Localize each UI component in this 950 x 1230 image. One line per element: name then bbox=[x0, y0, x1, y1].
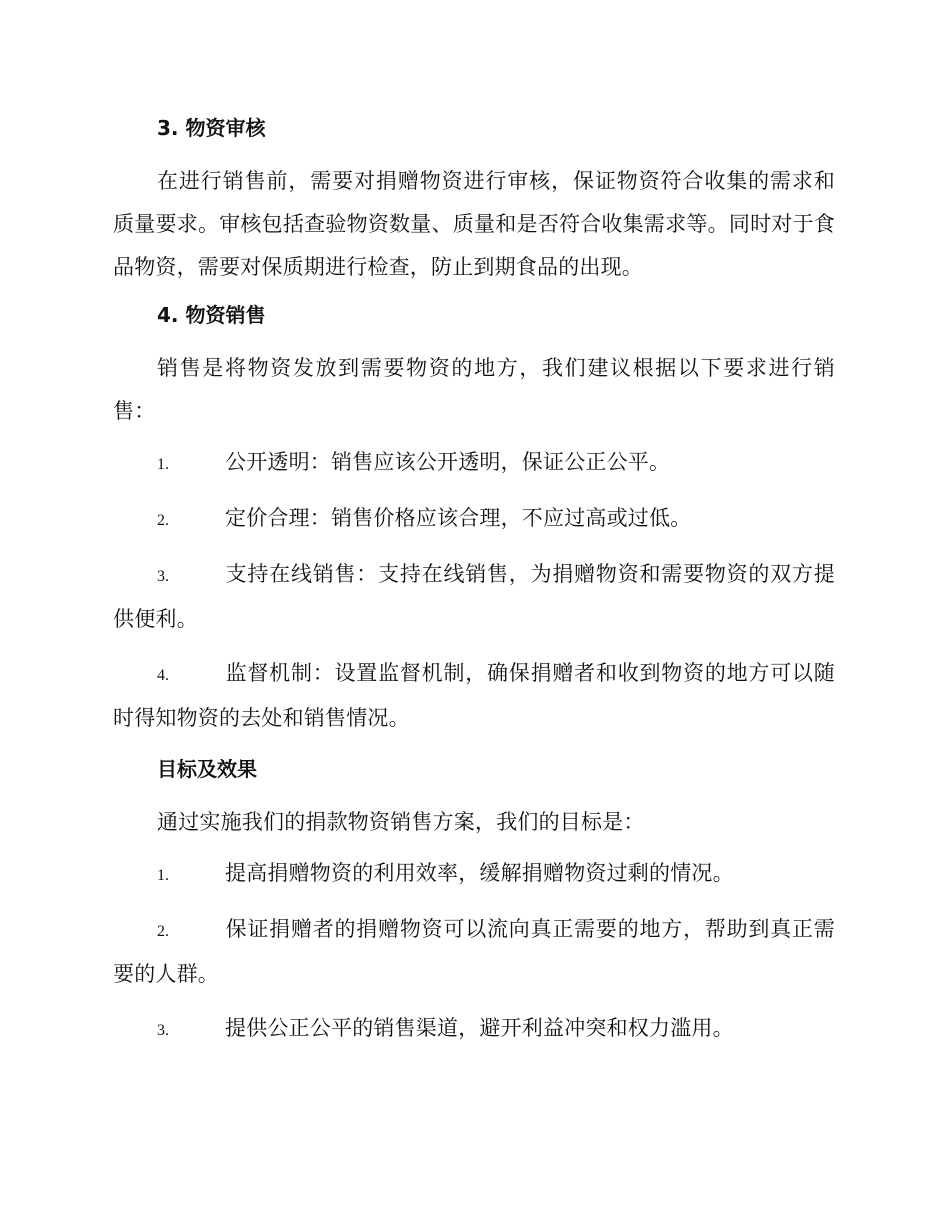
list-text: 监督机制：设置监督机制，确保捐赠者和收到物资的地方可以随时得知物资的去处和销售情况。 bbox=[113, 661, 835, 730]
list-number: 3. bbox=[157, 1022, 169, 1039]
list-number: 1. bbox=[157, 867, 169, 884]
paragraph-goals-intro: 通过实施我们的捐款物资销售方案，我们的目标是： bbox=[157, 810, 645, 834]
list-number: 2. bbox=[157, 512, 169, 529]
list-text: 支持在线销售：支持在线销售，为捐赠物资和需要物资的双方提供便利。 bbox=[113, 562, 835, 631]
list-item bbox=[113, 553, 835, 641]
section-heading-material-review: 3. 物资审核 bbox=[157, 116, 266, 140]
list-item bbox=[113, 497, 835, 542]
list-item bbox=[113, 852, 835, 897]
list-number: 2. bbox=[157, 923, 169, 940]
list-text: 提高捐赠物资的利用效率，缓解捐赠物资过剩的情况。 bbox=[225, 861, 734, 885]
list-number: 3. bbox=[157, 568, 169, 585]
list-item bbox=[113, 652, 835, 740]
list-text: 保证捐赠者的捐赠物资可以流向真正需要的地方，帮助到真正需要的人群。 bbox=[113, 917, 835, 986]
list-text: 公开透明：销售应该公开透明，保证公正公平。 bbox=[225, 450, 671, 474]
document-body bbox=[113, 110, 835, 1063]
paragraph-material-review: 在进行销售前，需要对捐赠物资进行审核，保证物资符合收集的需求和质量要求。审核包括查验物资数量、质量和是否符合收集需求等。同时对于食品物资，需要对保质期进行检查，防止到期食品的出现。 bbox=[113, 169, 835, 279]
section-heading-goals: 目标及效果 bbox=[157, 757, 257, 781]
list-number: 1. bbox=[157, 456, 169, 473]
list-item bbox=[113, 1007, 835, 1052]
paragraph-sales-intro: 销售是将物资发放到需要物资的地方，我们建议根据以下要求进行销售： bbox=[113, 356, 835, 423]
list-text: 提供公正公平的销售渠道，避开利益冲突和权力滥用。 bbox=[225, 1016, 734, 1040]
list-number: 4. bbox=[157, 667, 169, 684]
list-item bbox=[113, 441, 835, 486]
list-item bbox=[113, 908, 835, 996]
list-text: 定价合理：销售价格应该合理，不应过高或过低。 bbox=[225, 506, 692, 530]
section-heading-material-sales: 4. 物资销售 bbox=[157, 303, 266, 327]
